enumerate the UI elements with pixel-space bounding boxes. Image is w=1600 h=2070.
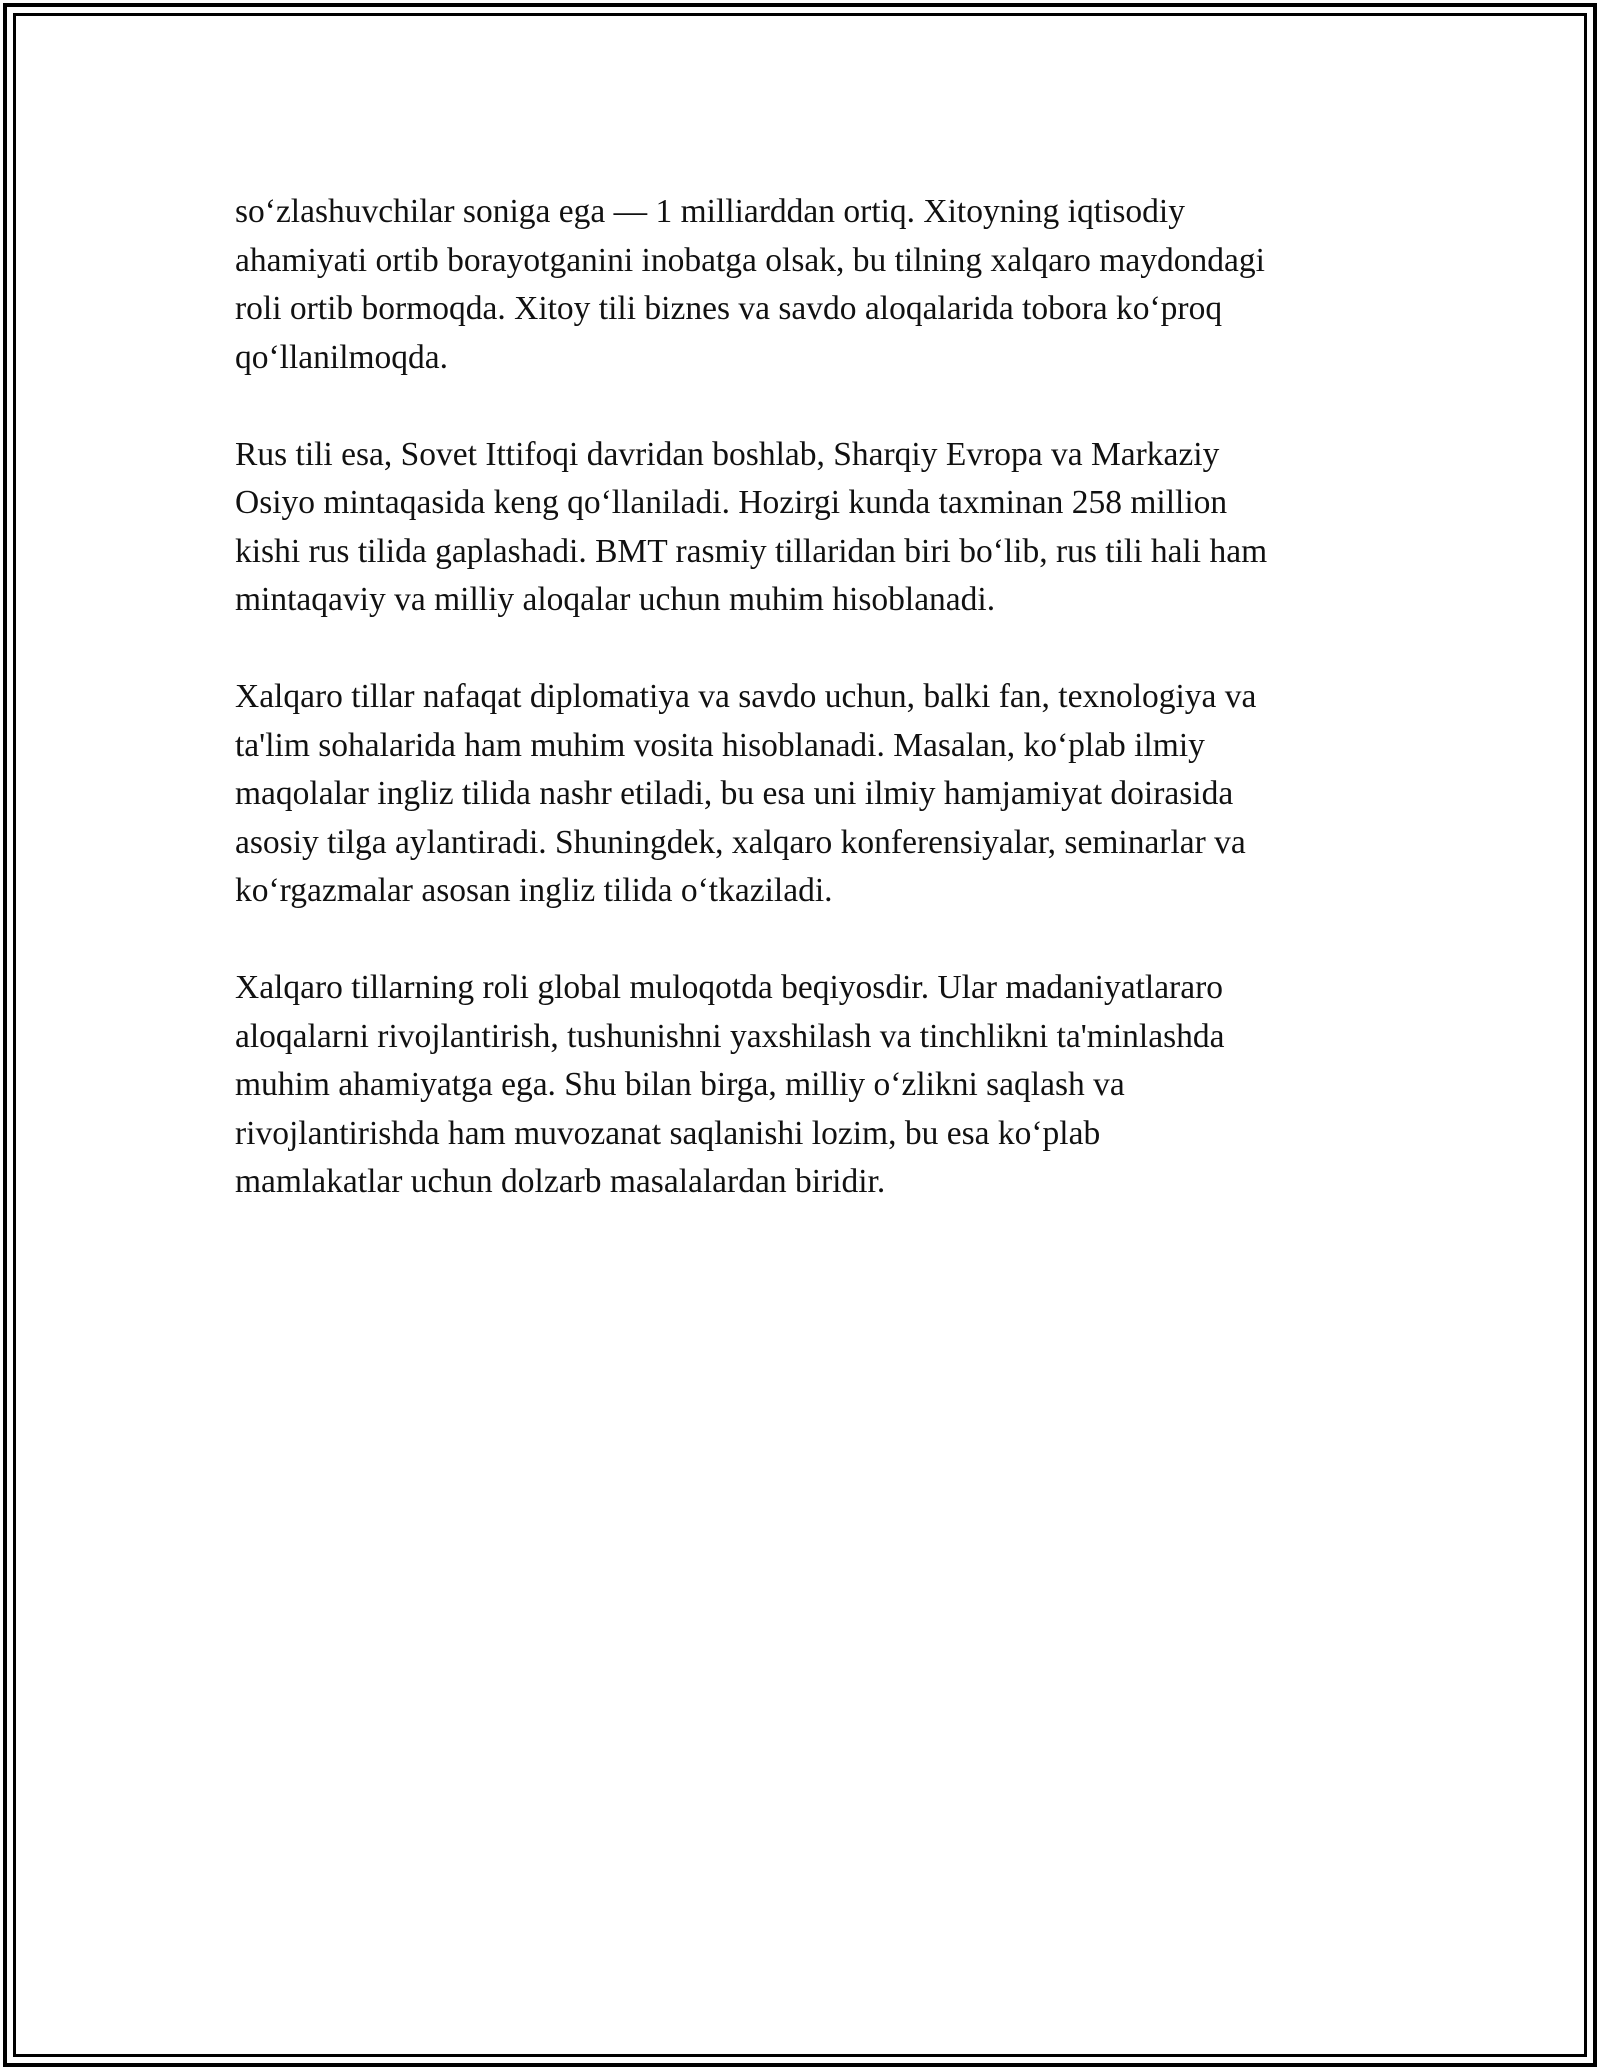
text-line: mamlakatlar uchun dolzarb masalalardan biridir.: [235, 1163, 886, 1200]
text-line: muhim ahamiyatga ega. Shu bilan birga, milliy o‘zlikni saqlash va: [235, 1066, 1125, 1103]
text-line: kishi rus tilida gaplashadi. BMT rasmiy tillaridan biri bo‘lib, rus tili hali ham: [235, 532, 1268, 570]
text-line: aloqalarni rivojlantirish, tushunishni yaxshilash va tinchlikni ta'minlashda: [235, 1017, 1225, 1055]
paragraph-global-communication: [235, 964, 1385, 1207]
text-line: qo‘llanilmoqda.: [235, 338, 449, 376]
text-line: ko‘rgazmalar asosan ingliz tilida o‘tkaziladi.: [235, 872, 833, 909]
text-line: ahamiyati ortib borayotganini inobatga olsak, bu tilning xalqaro maydondagi: [235, 241, 1265, 279]
text-line: maqolalar ingliz tilida nashr etiladi, bu esa uni ilmiy hamjamiyat doirasida: [235, 775, 1234, 812]
text-line: asosiy tilga aylantiradi. Shuningdek, xalqaro konferensiyalar, seminarlar va: [235, 823, 1246, 861]
text-line: ta'lim sohalarida ham muhim vosita hisoblanadi. Masalan, ko‘plab ilmiy: [235, 726, 1205, 764]
paragraph-science-education: [235, 673, 1385, 916]
paragraph-russian-language: [235, 431, 1385, 625]
text-line: so‘zlashuvchilar soniga ega — 1 milliarddan ortiq. Xitoyning iqtisodiy: [235, 193, 1185, 230]
text-line: Osiyo mintaqasida keng qo‘llaniladi. Hozirgi kunda taxminan 258 million: [235, 484, 1228, 521]
text-line: mintaqaviy va milliy aloqalar uchun muhim hisoblanadi.: [235, 581, 996, 618]
text-line: rivojlantirishda ham muvozanat saqlanishi lozim, bu esa ko‘plab: [235, 1114, 1101, 1152]
paragraph-chinese-language: [235, 188, 1385, 382]
text-line: Xalqaro tillarning roli global muloqotda beqiyosdir. Ular madaniyatlararo: [235, 969, 1223, 1006]
document-body: [235, 188, 1385, 1207]
text-line: roli ortib bormoqda. Xitoy tili biznes va savdo aloqalarida tobora ko‘proq: [235, 290, 1223, 327]
text-line: Xalqaro tillar nafaqat diplomatiya va savdo uchun, balki fan, texnologiya va: [235, 678, 1257, 715]
text-line: Rus tili esa, Sovet Ittifoqi davridan boshlab, Sharqiy Evropa va Markaziy: [235, 435, 1220, 473]
